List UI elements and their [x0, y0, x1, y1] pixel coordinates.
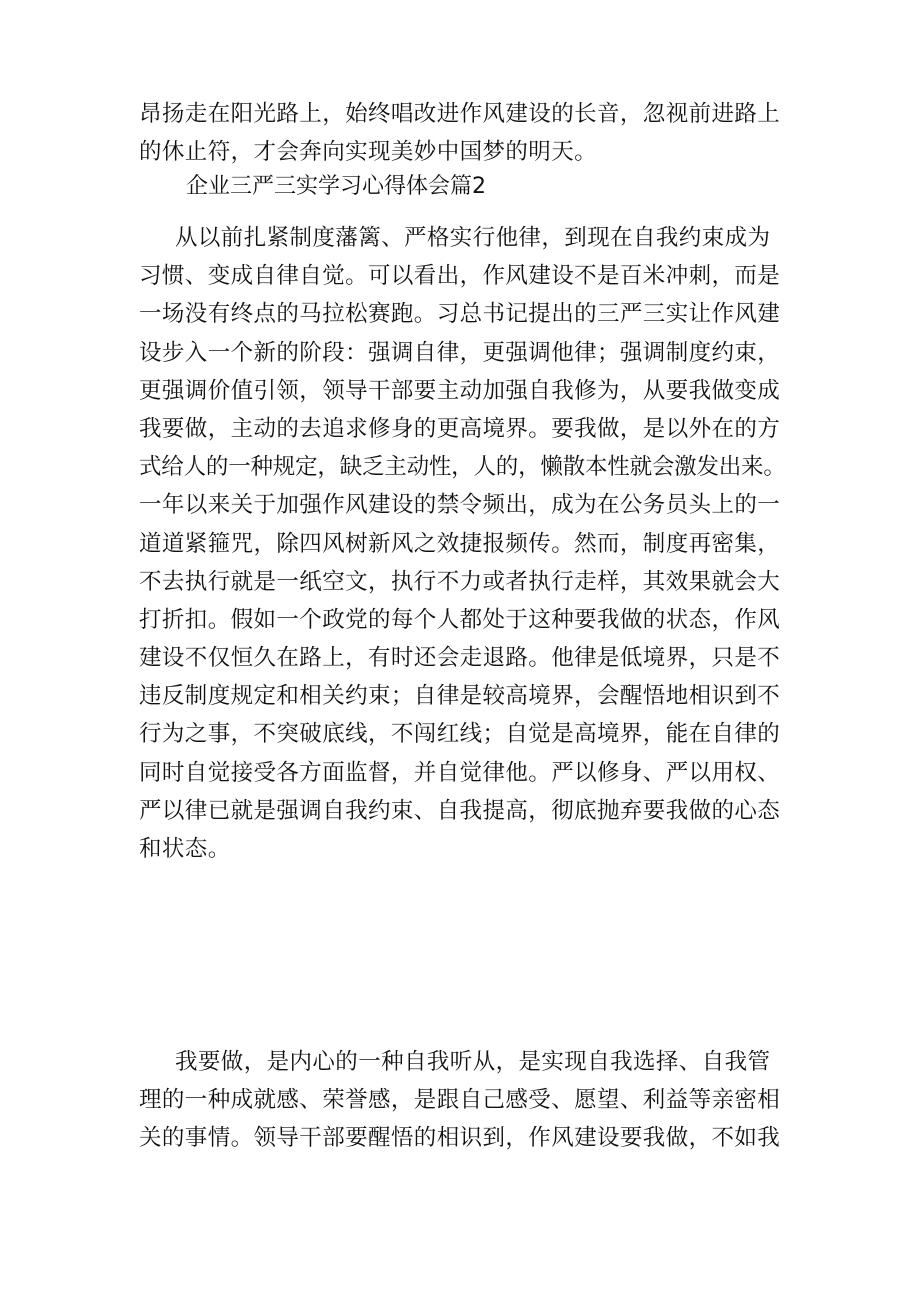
- text-line: 道道紧箍咒，除四风树新风之效捷报频传。然而，制度再密集，: [139, 530, 781, 557]
- text-line: 严以律已就是强调自我约束、自我提高，彻底抛弃要我做的心态: [139, 797, 781, 824]
- text-line: 的休止符，才会奔向实现美妙中国梦的明天。: [139, 139, 598, 166]
- text-line: 从以前扎紧制度藩篱、严格实行他律，到现在自我约束成为: [175, 225, 771, 251]
- intro-paragraph: [139, 95, 787, 171]
- text-line: 打折扣。假如一个政党的每个人都处于这种要我做的状态，作风: [139, 606, 781, 633]
- text-line: 理的一种成就感、荣誉感，是跟自己感受、愿望、利益等亲密相: [139, 1087, 781, 1114]
- text-line: 我要做，是内心的一种自我听从，是实现自我选择、自我管: [175, 1049, 771, 1075]
- body-paragraph-1: [139, 219, 787, 868]
- text-line: 一年以来关于加强作风建设的禁令频出，成为在公务员头上的一: [139, 492, 781, 519]
- text-line: 式给人的一种规定，缺乏主动性，人的，懒散本性就会激发出来。: [139, 454, 786, 481]
- text-line: 和状态。: [139, 836, 231, 862]
- text-line: 同时自觉接受各方面监督，并自觉律他。严以修身、严以用权、: [139, 759, 781, 786]
- text-line: 习惯、变成自律自觉。可以看出，作风建设不是百米冲刺，而是: [139, 263, 781, 290]
- text-line: 关的事情。领导干部要醒悟的相识到，作风建设要我做，不如我: [139, 1125, 781, 1152]
- text-line: 我要做，主动的去追求修身的更高境界。要我做，是以外在的方: [139, 415, 781, 442]
- text-line: 行为之事，不突破底线，不闯红线；自觉是高境界，能在自律的: [139, 721, 781, 748]
- text-line: 一场没有终点的马拉松赛跑。习总书记提出的三严三实让作风建: [139, 301, 781, 328]
- text-line: 建设不仅恒久在路上，有时还会走退路。他律是低境界，只是不: [139, 645, 781, 672]
- body-paragraph-2: [139, 1043, 787, 1158]
- text-line: 违反制度规定和相关约束；自律是较高境界，会醒悟地相识到不: [139, 683, 781, 710]
- text-line: 不去执行就是一纸空文，执行不力或者执行走样，其效果就会大: [139, 568, 781, 595]
- text-line: 昂扬走在阳光路上，始终唱改进作风建设的长音，忽视前进路上: [139, 101, 781, 127]
- text-line: 更强调价值引领，领导干部要主动加强自我修为，从要我做变成: [139, 377, 781, 404]
- section-heading: 企业三严三实学习心得体会篇2: [186, 174, 486, 199]
- text-line: 设步入一个新的阶段：强调自律，更强调他律；强调制度约束，: [139, 339, 781, 366]
